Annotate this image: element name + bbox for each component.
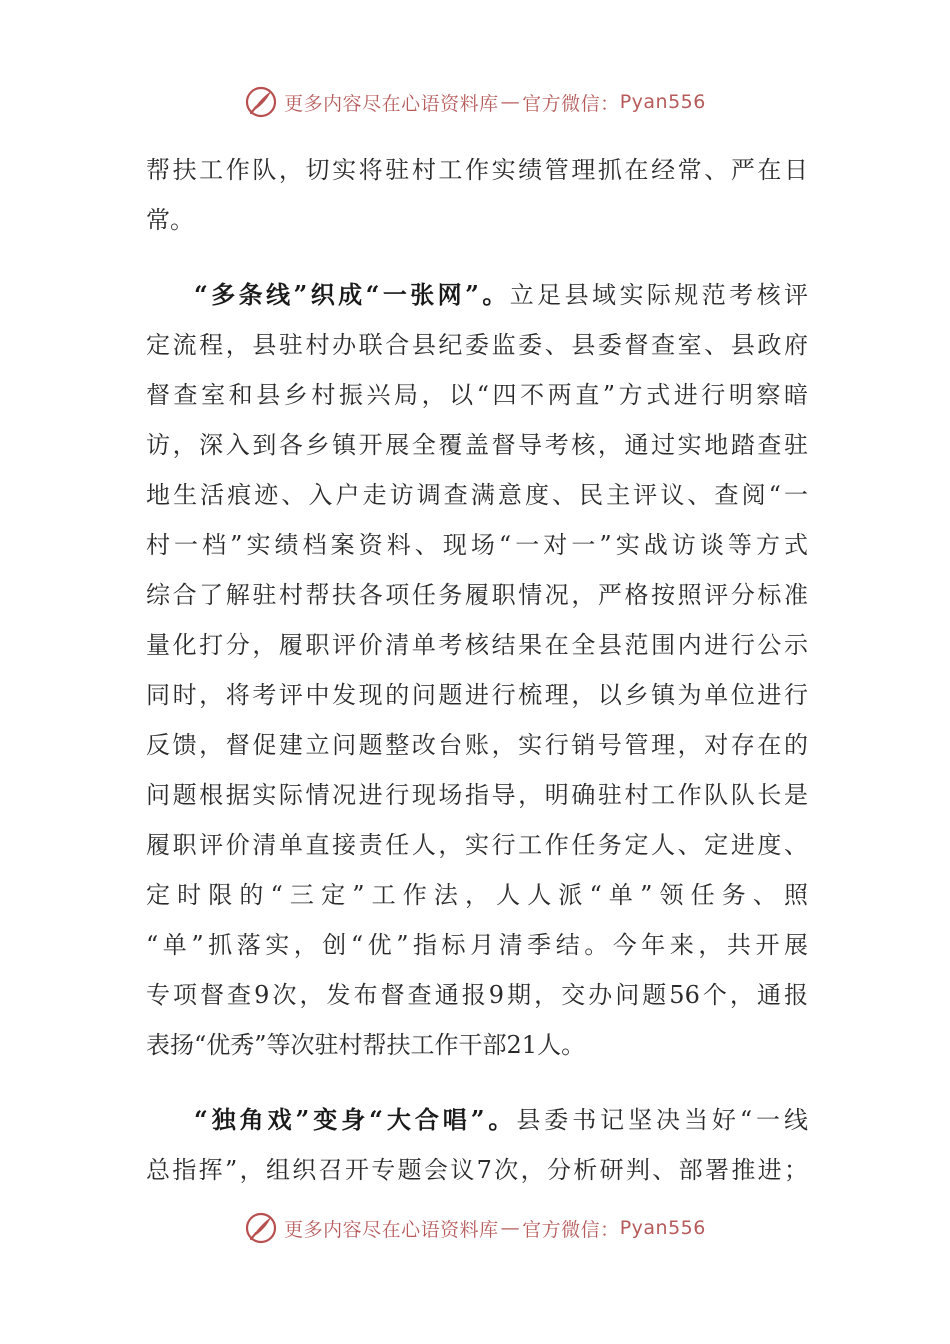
header-brand-text: 更多内容尽在心语资料库	[284, 92, 499, 115]
text-line: 反馈，督促建立问题整改台账，实行销号管理，对存在的	[146, 731, 808, 759]
text-line: “单”抓落实，创“优”指标月清季结。今年来，共开展	[146, 931, 808, 959]
quill-logo-icon	[244, 1211, 278, 1245]
text-line: 综合了解驻村帮扶各项任务履职情况，严格按照评分标准	[146, 581, 808, 609]
text-line: 定流程，县驻村办联合县纪委监委、县委督查室、县政府	[146, 331, 808, 359]
header-banner	[0, 82, 950, 122]
paragraph-heading: “多条线”织成“一张网”。	[194, 280, 510, 309]
text-line: 专项督查9次，发布督查通报9期，交办问题56个，通报	[146, 981, 808, 1009]
text-run: 立足县域实际规范考核评	[509, 281, 809, 309]
text-line: 访，深入到各乡镇开展全覆盖督导考核，通过实地踏查驻	[146, 431, 808, 459]
header-dash: —	[500, 91, 521, 113]
paragraph-heading: “独角戏”变身“大合唱”。	[194, 1105, 517, 1134]
text-line	[146, 1095, 808, 1145]
document-body	[146, 145, 808, 1195]
text-line: 常。	[146, 206, 194, 234]
text-line: 总指挥”，组织召开专题会议7次，分析研判、部署推进；	[146, 1156, 808, 1184]
text-line: 量化打分，履职评价清单考核结果在全县范围内进行公示	[146, 631, 808, 659]
quill-logo-icon	[244, 85, 278, 119]
text-line: 问题根据实际情况进行现场指导，明确驻村工作队队长是	[146, 781, 808, 809]
text-line: 同时，将考评中发现的问题进行梳理，以乡镇为单位进行	[146, 681, 808, 709]
text-line: 定时限的“三定”工作法，人人派“单”领任务、照	[146, 881, 808, 909]
text-line: 帮扶工作队，切实将驻村工作实绩管理抓在经常、严在日	[146, 156, 808, 184]
paragraph-1	[146, 145, 808, 245]
footer-dash: —	[500, 1217, 521, 1239]
paragraph-gap	[146, 1070, 808, 1095]
text-line: 履职评价清单直接责任人，实行工作任务定人、定进度、	[146, 831, 808, 859]
footer-brand-text: 更多内容尽在心语资料库	[284, 1218, 499, 1241]
header-wechat-label: 官方微信：	[522, 92, 620, 115]
paragraph-gap	[146, 245, 808, 270]
paragraph-3	[146, 1095, 808, 1195]
text-line	[146, 270, 808, 320]
text-line: 地生活痕迹、入户走访调查满意度、民主评议、查阅“一	[146, 481, 808, 509]
text-run: 县委书记坚决当好“一线	[516, 1106, 808, 1134]
footer-banner	[0, 1208, 950, 1248]
footer-wechat-label: 官方微信：	[522, 1218, 620, 1241]
text-line: 督查室和县乡村振兴局，以“四不两直”方式进行明察暗	[146, 381, 808, 409]
header-wechat-id: Pyan556	[619, 91, 706, 113]
footer-wechat-id: Pyan556	[619, 1217, 706, 1239]
text-line: 村一档”实绩档案资料、现场“一对一”实战访谈等方式	[146, 531, 808, 559]
text-line: 表扬“优秀”等次驻村帮扶工作干部21人。	[146, 1031, 586, 1059]
paragraph-2	[146, 270, 808, 1070]
